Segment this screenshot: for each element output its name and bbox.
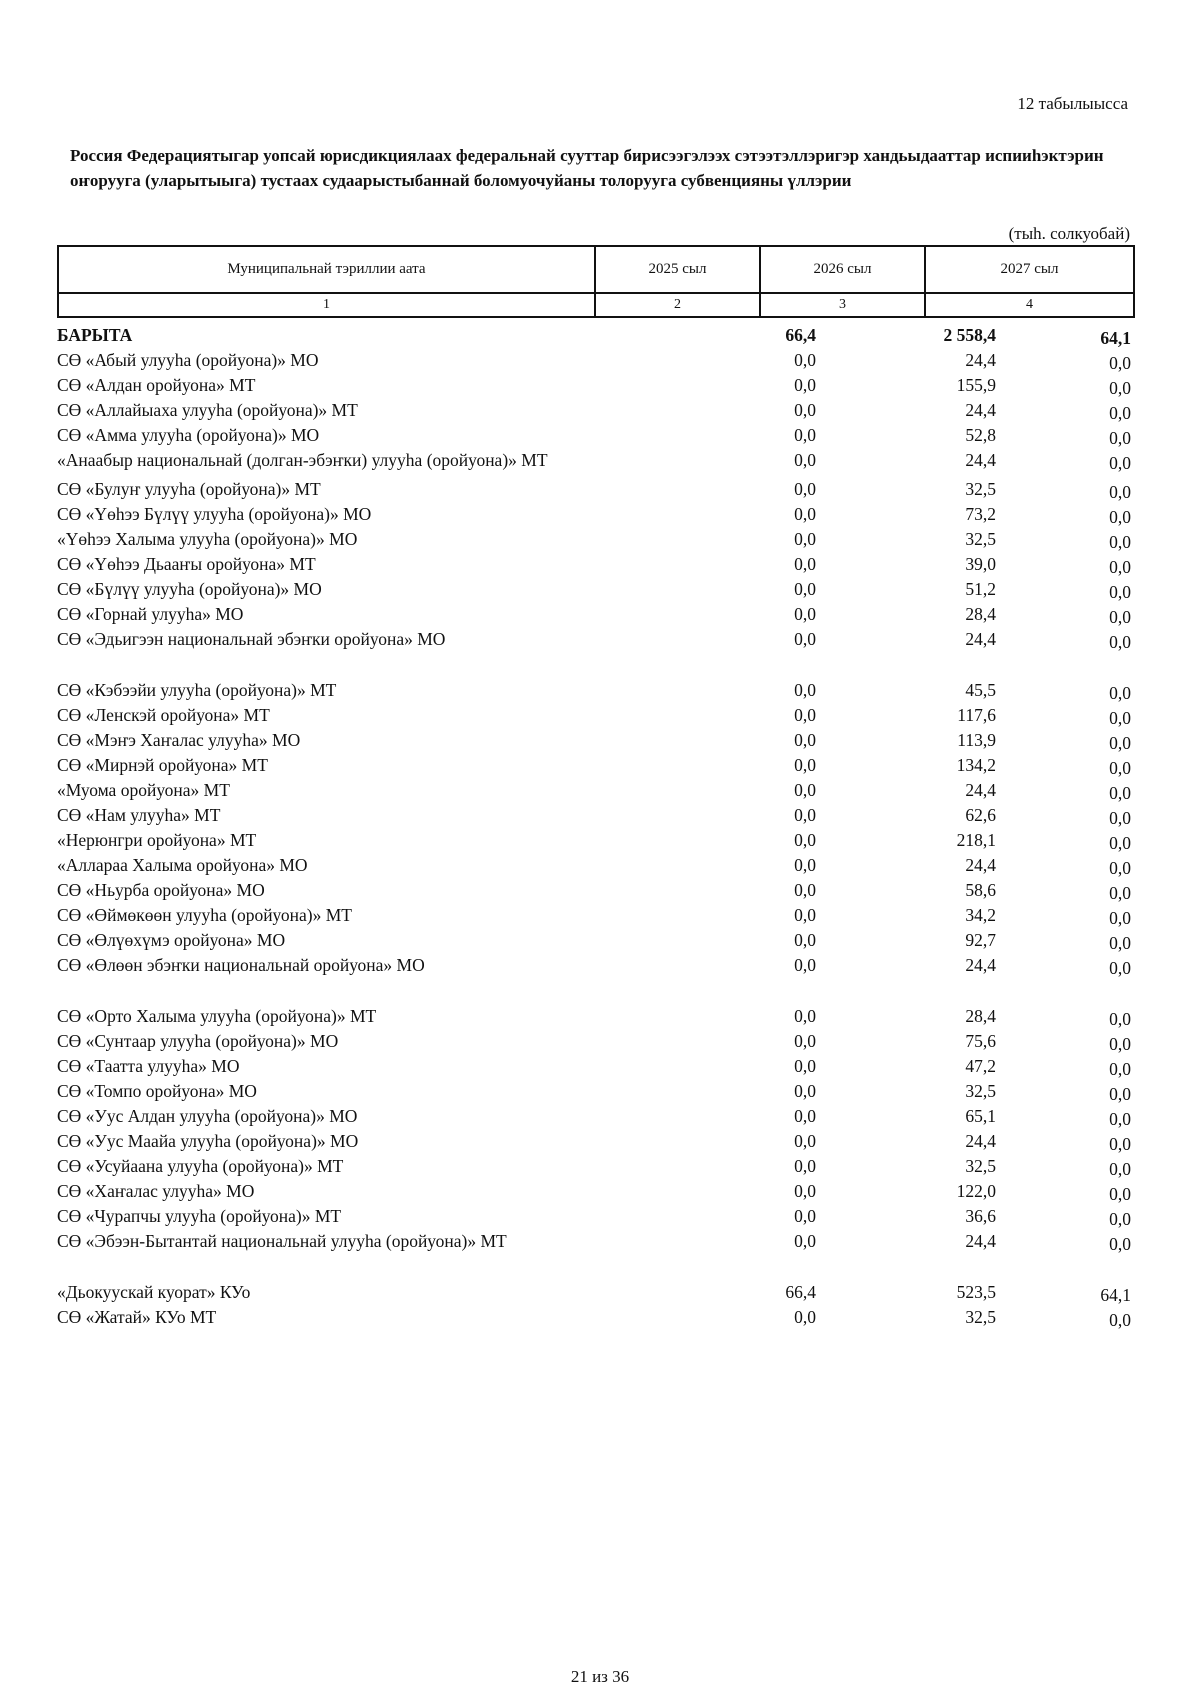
value-2027: 0,0 [1109,378,1131,398]
header-2026: 2026 сыл [760,246,925,293]
value-2027: 0,0 [1109,1310,1131,1330]
table-row [57,1030,1133,1055]
municipality-name: СӨ «Ленскэй оройуона» МТ [57,705,270,725]
value-2025: 0,0 [794,755,816,775]
value-2026: 45,5 [965,680,996,700]
value-2027: 0,0 [1109,833,1131,853]
total-row [57,324,1133,349]
municipality-name: СӨ «Сунтаар улууһа (оройуона)» МО [57,1031,339,1051]
value-2027: 0,0 [1109,607,1131,627]
value-2025: 0,0 [794,1181,816,1201]
header-2025: 2025 сыл [595,246,760,293]
table-row [57,679,1133,704]
municipality-name: СӨ «Хаҥалас улууһа» МО [57,1181,255,1201]
column-number: 4 [925,293,1134,317]
municipality-name: «Аллараа Халыма оройуона» МО [57,855,308,875]
value-2027: 0,0 [1109,1034,1131,1054]
value-2025: 0,0 [794,930,816,950]
municipality-name: БАРЫТА [57,325,133,345]
table-row [57,449,1133,474]
value-2026: 34,2 [965,905,996,925]
value-2026: 24,4 [965,450,996,470]
value-2027: 0,0 [1109,482,1131,502]
table-row [57,503,1133,528]
page-number: 21 из 36 [570,1667,630,1686]
municipality-name: СӨ «Эдьигээн национальнай эбэҥки оройуона» МО [57,629,446,649]
municipality-name: СӨ «Өймөкөөн улууһа (оройуона)» МТ [57,905,352,925]
value-2025: 0,0 [794,830,816,850]
value-2026: 62,6 [965,805,996,825]
municipality-name: СӨ «Кэбээйи улууһа (оройуона)» МТ [57,680,337,700]
value-2027: 0,0 [1109,783,1131,803]
value-2026: 24,4 [965,400,996,420]
table-row [57,1080,1133,1105]
value-2026: 24,4 [965,629,996,649]
value-2025: 0,0 [794,955,816,975]
table-body [57,324,1133,1331]
municipality-name: СӨ «Эбээн-Бытантай национальнай улууһа (оройуона)» МТ [57,1231,507,1251]
municipality-name: СӨ «Томпо оройуона» МО [57,1081,257,1101]
table-row [57,424,1133,449]
value-2026: 32,5 [965,1081,996,1101]
table-label: 12 табылыысса [1017,94,1128,113]
value-2026: 65,1 [965,1106,996,1126]
table-row [57,1105,1133,1130]
value-2026: 36,6 [965,1206,996,1226]
value-2026: 218,1 [956,830,996,850]
table-row [57,1155,1133,1180]
value-2026: 32,5 [965,529,996,549]
value-2026: 32,5 [965,1307,996,1327]
value-2026: 24,4 [965,955,996,975]
value-2026: 47,2 [965,1056,996,1076]
table-row [57,704,1133,729]
value-2026: 24,4 [965,780,996,800]
value-2025: 0,0 [794,604,816,624]
value-2027: 0,0 [1109,403,1131,423]
value-2027: 0,0 [1109,758,1131,778]
value-2027: 0,0 [1109,507,1131,527]
table-row [57,954,1133,979]
table-row [57,729,1133,754]
value-2027: 0,0 [1109,1234,1131,1254]
municipality-name: СӨ «Өлүөхүмэ оройуона» МО [57,930,286,950]
table-row [57,349,1133,374]
municipality-name: СӨ «Мэҥэ Хаҥалас улууһа» МО [57,730,301,750]
table-row [57,1180,1133,1205]
municipality-name: СӨ «Орто Халыма улууһа (оройуона)» МТ [57,1006,377,1026]
value-2025: 0,0 [794,450,816,470]
value-2025: 0,0 [794,400,816,420]
value-2025: 0,0 [794,1006,816,1026]
value-2026: 24,4 [965,1131,996,1151]
value-2025: 0,0 [794,1106,816,1126]
municipality-name: СӨ «Бүлүү улууһа (оройуона)» МО [57,579,322,599]
municipality-name: СӨ «Уус Алдан улууһа (оройуона)» МО [57,1106,358,1126]
municipality-name: СӨ «Таатта улууһа» МО [57,1056,240,1076]
table-row [57,528,1133,553]
value-2026: 2 558,4 [943,325,996,345]
municipality-name: СӨ «Жатай» КУо МТ [57,1307,217,1327]
value-2026: 39,0 [965,554,996,574]
municipality-name: СӨ «Өлөөн эбэҥки национальнай оройуона» МО [57,955,425,975]
value-2027: 0,0 [1109,582,1131,602]
value-2025: 0,0 [794,805,816,825]
value-2027: 0,0 [1109,933,1131,953]
value-2027: 0,0 [1109,353,1131,373]
value-2027: 0,0 [1109,632,1131,652]
table-row [57,804,1133,829]
table-row [57,854,1133,879]
table-row [57,399,1133,424]
value-2027: 64,1 [1100,328,1131,348]
table-row [57,578,1133,603]
value-2025: 0,0 [794,1156,816,1176]
municipality-name: «Үөһээ Халыма улууһа (оройуона)» МО [57,529,358,549]
value-2026: 73,2 [965,504,996,524]
value-2027: 0,0 [1109,1059,1131,1079]
table-header [57,245,1135,318]
value-2026: 134,2 [956,755,996,775]
value-2025: 0,0 [794,1031,816,1051]
header-municipality: Муниципальнай тэриллии аата [58,246,595,293]
table-row [57,1306,1133,1331]
value-2025: 0,0 [794,579,816,599]
table-row [57,628,1133,653]
value-2026: 52,8 [965,425,996,445]
table-row [57,1055,1133,1080]
value-2027: 0,0 [1109,733,1131,753]
value-2025: 0,0 [794,529,816,549]
municipality-name: СӨ «Мирнэй оройуона» МТ [57,755,268,775]
value-2027: 0,0 [1109,1084,1131,1104]
value-2027: 0,0 [1109,683,1131,703]
municipality-name: «Дьокуускай куорат» КУо [57,1282,251,1302]
municipality-name: «Муома оройуона» МТ [57,780,230,800]
table-row [57,1281,1133,1306]
table-row [57,553,1133,578]
municipality-name: СӨ «Усуйаана улууһа (оройуона)» МТ [57,1156,344,1176]
value-2026: 92,7 [965,930,996,950]
value-2025: 0,0 [794,504,816,524]
table-row [57,904,1133,929]
value-2027: 0,0 [1109,1184,1131,1204]
table-row [57,1230,1133,1255]
value-2026: 523,5 [956,1282,996,1302]
value-2027: 0,0 [1109,908,1131,928]
value-2025: 0,0 [794,855,816,875]
value-2027: 0,0 [1109,858,1131,878]
table-row [57,779,1133,804]
value-2026: 24,4 [965,350,996,370]
value-2025: 0,0 [794,880,816,900]
municipality-name: СӨ «Аллайыаха улууһа (оройуона)» МТ [57,400,358,420]
value-2025: 66,4 [785,325,816,345]
value-2025: 0,0 [794,1307,816,1327]
value-2026: 24,4 [965,1231,996,1251]
value-2026: 58,6 [965,880,996,900]
value-2025: 0,0 [794,479,816,499]
value-2025: 0,0 [794,1056,816,1076]
value-2026: 75,6 [965,1031,996,1051]
municipality-name: СӨ «Нам улууһа» МТ [57,805,221,825]
table-row [57,603,1133,628]
table-row [57,1005,1133,1030]
value-2025: 0,0 [794,425,816,445]
value-2026: 32,5 [965,479,996,499]
value-2027: 0,0 [1109,1009,1131,1029]
value-2027: 0,0 [1109,1159,1131,1179]
table-row [57,879,1133,904]
municipality-name: СӨ «Үөһээ Дьааҥы оройуона» МТ [57,554,316,574]
value-2025: 0,0 [794,1131,816,1151]
value-2026: 28,4 [965,1006,996,1026]
municipality-name: «Анаабыр национальнай (долган-эбэҥки) улууһа (оройуона)» МТ [57,450,548,470]
value-2025: 0,0 [794,1081,816,1101]
document-title: Россия Федерациятыгар уопсай юрисдикциялаах федеральнай сууттар бирисээгэлээх сэтээтэллэригэр хандьыдааттар испииһэктэрин оҥоруугa (уларытыыга) тустаах судаарыстыбаннай боломуочуйаны толоруугa субвенцияны үллэрии [70,146,1104,190]
unit-label: (тыһ. солкуобай) [1008,224,1130,243]
table-row [57,829,1133,854]
value-2027: 0,0 [1109,1134,1131,1154]
value-2027: 0,0 [1109,453,1131,473]
value-2027: 0,0 [1109,428,1131,448]
value-2025: 0,0 [794,554,816,574]
value-2026: 113,9 [957,730,996,750]
column-number: 2 [595,293,760,317]
value-2027: 0,0 [1109,808,1131,828]
value-2026: 28,4 [965,604,996,624]
value-2025: 0,0 [794,1231,816,1251]
value-2027: 0,0 [1109,1209,1131,1229]
table-row [57,1130,1133,1155]
value-2026: 117,6 [957,705,996,725]
value-2027: 0,0 [1109,1109,1131,1129]
value-2027: 0,0 [1109,557,1131,577]
value-2025: 0,0 [794,730,816,750]
column-number: 3 [760,293,925,317]
value-2025: 0,0 [794,680,816,700]
municipality-name: СӨ «Амма улууһа (оройуона)» МО [57,425,320,445]
value-2027: 0,0 [1109,532,1131,552]
table-row [57,374,1133,399]
header-2027: 2027 сыл [925,246,1134,293]
value-2025: 0,0 [794,705,816,725]
value-2027: 0,0 [1109,958,1131,978]
municipality-name: «Нерюнгри оройуона» МТ [57,830,257,850]
value-2025: 0,0 [794,905,816,925]
value-2025: 0,0 [794,629,816,649]
table-row [57,478,1133,503]
municipality-name: СӨ «Горнай улууһа» МО [57,604,244,624]
municipality-name: СӨ «Алдан оройуона» МТ [57,375,256,395]
municipality-name: СӨ «Ньурба оройуона» МО [57,880,265,900]
value-2026: 155,9 [956,375,996,395]
value-2025: 0,0 [794,1206,816,1226]
municipality-name: СӨ «Чурапчы улууһа (оройуона)» МТ [57,1206,342,1226]
municipality-name: СӨ «Абый улууһа (оройуона)» МО [57,350,319,370]
value-2027: 0,0 [1109,883,1131,903]
value-2025: 66,4 [785,1282,816,1302]
value-2026: 24,4 [965,855,996,875]
table-row [57,929,1133,954]
value-2025: 0,0 [794,375,816,395]
table-row [57,754,1133,779]
value-2027: 64,1 [1100,1285,1131,1305]
municipality-name: СӨ «Булуҥ улууһа (оройуона)» МТ [57,479,321,499]
value-2025: 0,0 [794,350,816,370]
value-2027: 0,0 [1109,708,1131,728]
value-2026: 122,0 [956,1181,996,1201]
value-2025: 0,0 [794,780,816,800]
value-2026: 51,2 [965,579,996,599]
municipality-name: СӨ «Уус Маайа улууһа (оройуона)» МО [57,1131,359,1151]
table-row [57,1205,1133,1230]
municipality-name: СӨ «Үөһээ Бүлүү улууһа (оройуона)» МО [57,504,372,524]
value-2026: 32,5 [965,1156,996,1176]
column-number: 1 [58,293,595,317]
